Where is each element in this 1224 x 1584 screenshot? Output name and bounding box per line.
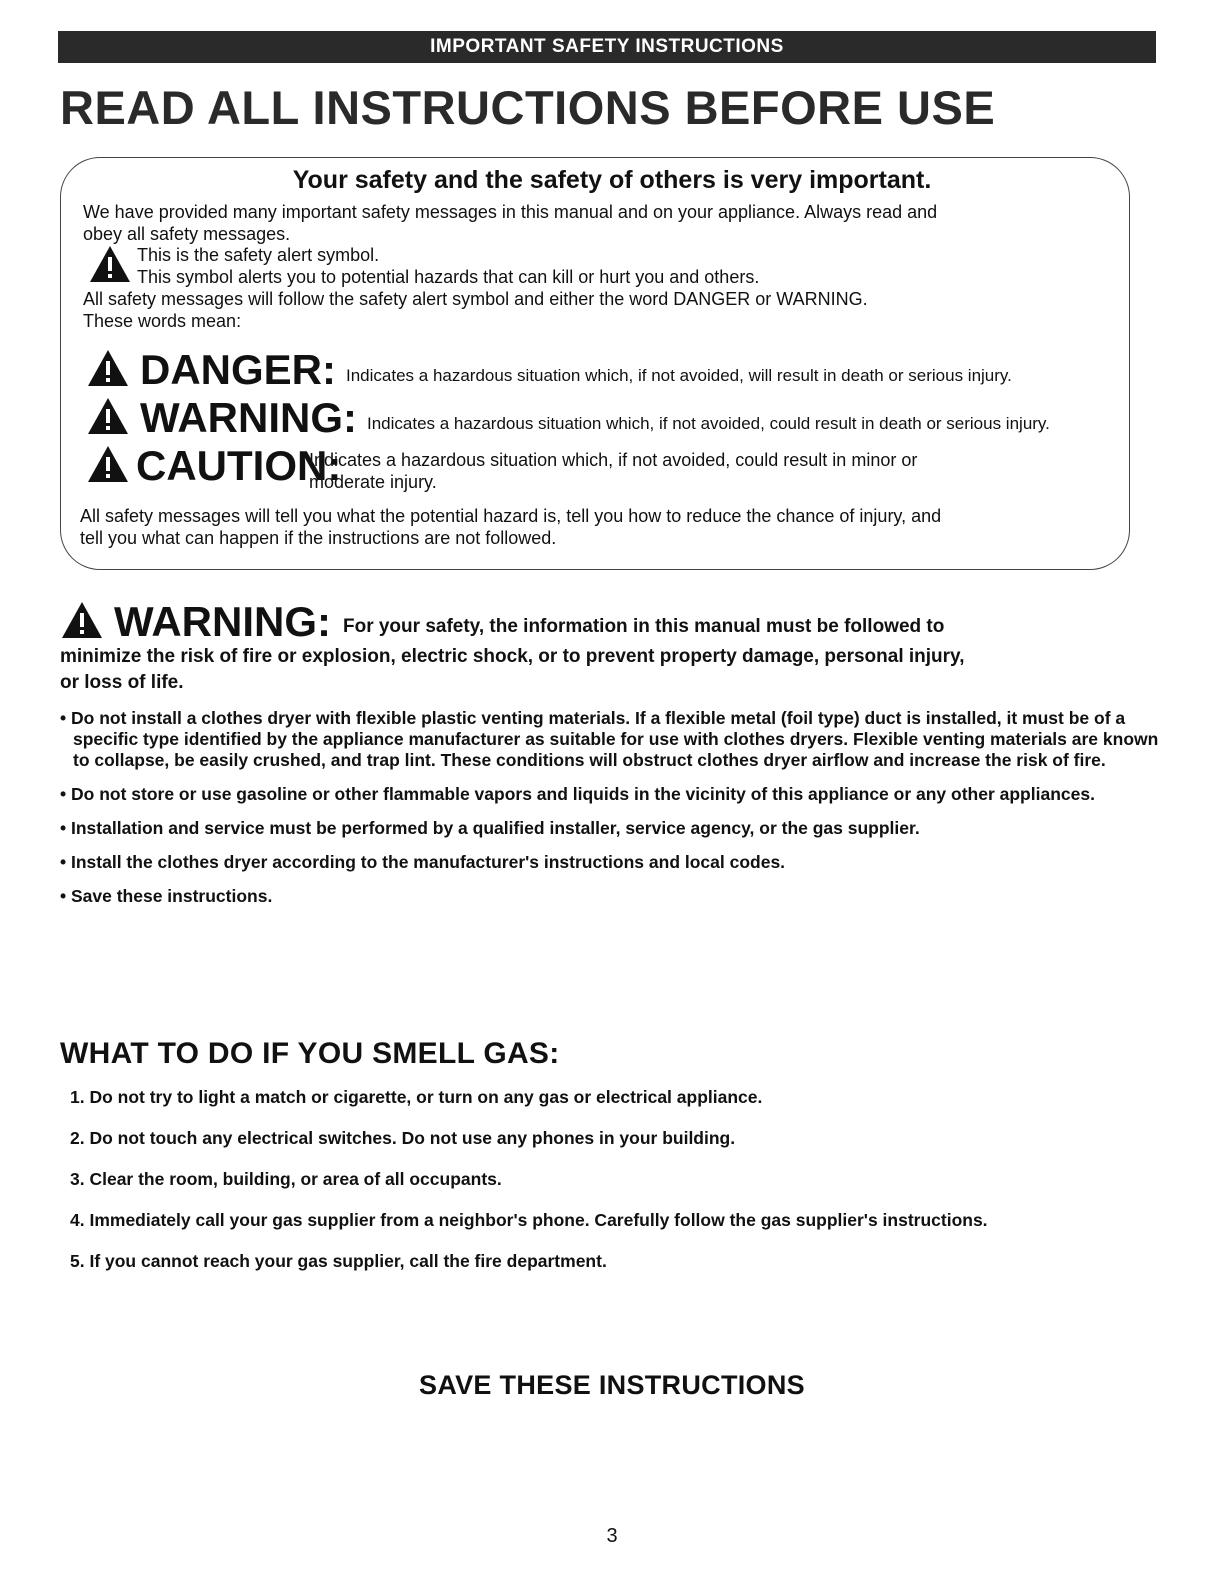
list-item: 4. Immediately call your gas supplier from a neighbor's phone. Carefully follow the gas supplier's instructions. bbox=[70, 1210, 988, 1230]
header-banner bbox=[58, 31, 1156, 63]
main-warning-alert-icon bbox=[60, 600, 104, 640]
safety-box-heading: Your safety and the safety of others is very important. bbox=[292, 166, 932, 194]
list-item: 1. Do not try to light a match or cigarette, or turn on any gas or electrical appliance. bbox=[70, 1087, 763, 1107]
closing-line-1: All safety messages will tell you what the potential hazard is, tell you how to reduce the chance of injury, and bbox=[80, 506, 942, 526]
words-mean-line: These words mean: bbox=[83, 311, 242, 331]
main-warning-line-3: or loss of life. bbox=[60, 672, 184, 693]
safety-alert-triangle-icon bbox=[88, 244, 132, 284]
warning-alert-icon bbox=[86, 396, 130, 436]
caution-alert-icon bbox=[86, 444, 130, 484]
danger-alert-icon bbox=[86, 348, 130, 388]
danger-description: Indicates a hazardous situation which, if not avoided, will result in death or serious injury. bbox=[346, 366, 1012, 385]
list-item: • Save these instructions. bbox=[60, 886, 1170, 907]
page-title: READ ALL INSTRUCTIONS BEFORE USE bbox=[60, 81, 996, 134]
danger-row bbox=[86, 348, 1012, 392]
safety-bullet-list bbox=[60, 708, 1170, 920]
symbol-line-1: This is the safety alert symbol. bbox=[137, 245, 380, 265]
list-item: • Installation and service must be performed by a qualified installer, service agency, or the gas supplier. bbox=[60, 818, 1170, 839]
gas-section-heading: WHAT TO DO IF YOU SMELL GAS: bbox=[60, 1037, 560, 1070]
caution-description-line-1: Indicates a hazardous situation which, if not avoided, could result in minor or bbox=[309, 450, 918, 470]
warning-row bbox=[86, 396, 1050, 440]
save-instructions-heading: SAVE THESE INSTRUCTIONS bbox=[419, 1370, 805, 1400]
list-item: • Do not store or use gasoline or other flammable vapors and liquids in the vicinity of this appliance or any other appliances. bbox=[60, 784, 1170, 805]
banner-title: IMPORTANT SAFETY INSTRUCTIONS bbox=[430, 36, 784, 57]
danger-word: DANGER: bbox=[140, 346, 336, 393]
list-item: • Install the clothes dryer according to the manufacturer's instructions and local codes. bbox=[60, 852, 1170, 873]
caution-description-line-2: moderate injury. bbox=[309, 472, 437, 492]
main-warning bbox=[60, 600, 1160, 696]
closing-line-2: tell you what can happen if the instructions are not followed. bbox=[80, 528, 557, 548]
warning-description: Indicates a hazardous situation which, if not avoided, could result in death or serious injury. bbox=[366, 414, 1050, 433]
gas-steps-list bbox=[70, 1086, 1170, 1291]
list-item: 2. Do not touch any electrical switches. Do not use any phones in your building. bbox=[70, 1128, 736, 1148]
main-warning-word: WARNING: bbox=[114, 598, 331, 645]
follow-line: All safety messages will follow the safety alert symbol and either the word DANGER or WARNING. bbox=[83, 289, 868, 309]
intro-line-2: obey all safety messages. bbox=[83, 224, 291, 244]
warning-word: WARNING: bbox=[140, 394, 357, 441]
caution-row bbox=[86, 444, 341, 488]
list-item: 5. If you cannot reach your gas supplier, call the fire department. bbox=[70, 1251, 607, 1271]
list-item: • Do not install a clothes dryer with flexible plastic venting materials. If a flexible metal (foil type) duct is installed, it must be of a specific type identified by the appliance manufacturer as suitable for use with clothes dryers. Flexible venting materials are known to collapse, be easily crushed, and trap lint. These conditions will obstruct clothes dryer airflow and increase the risk of fire. bbox=[60, 708, 1170, 771]
caution-word: CAUTION: bbox=[136, 442, 342, 489]
page-number: 3 bbox=[606, 1525, 618, 1547]
main-warning-line-1: For your safety, the information in this manual must be followed to bbox=[342, 616, 945, 637]
list-item: 3. Clear the room, building, or area of all occupants. bbox=[70, 1169, 502, 1189]
main-warning-line-2: minimize the risk of fire or explosion, electric shock, or to prevent property damage, personal injury, bbox=[60, 646, 965, 667]
symbol-line-2: This symbol alerts you to potential hazards that can kill or hurt you and others. bbox=[137, 267, 760, 287]
intro-line-1: We have provided many important safety messages in this manual and on your appliance. Always read and bbox=[83, 202, 938, 222]
